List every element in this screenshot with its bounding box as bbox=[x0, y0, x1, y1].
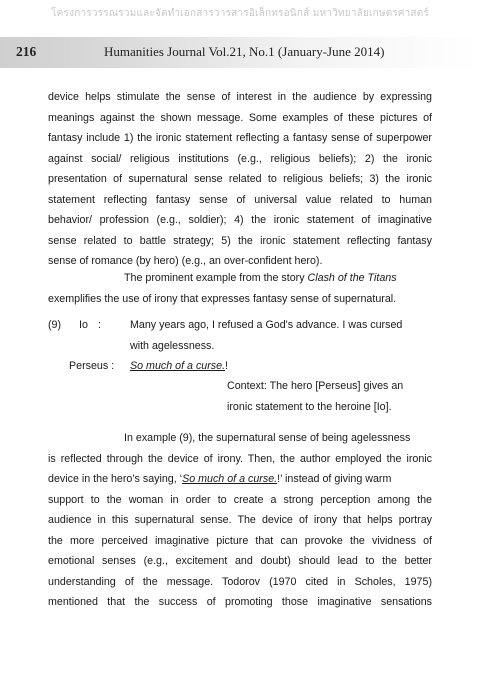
text-line: presentation of supernatural sense related to religious beliefs; 3) the ironic bbox=[48, 173, 432, 185]
text-line: audience in this supernatural sense. The device of irony that helps portray bbox=[48, 514, 432, 526]
text-line: support to the woman in order to create a strong perception among the bbox=[48, 493, 432, 506]
text-line: emotional senses (e.g., excitement and doubt) should lead to the better bbox=[48, 555, 432, 567]
text-line: sense of romance (by hero) (e.g., an over-confident hero). bbox=[48, 255, 323, 267]
dialogue-row bbox=[48, 336, 432, 357]
page-number: 216 bbox=[16, 44, 37, 59]
context-line: ironic statement to the heroine [Io]. bbox=[227, 400, 392, 413]
film-title: Clash of the Titans bbox=[307, 272, 397, 284]
text-line: is reflected through the device of irony. Then, the author employed the ironic bbox=[48, 452, 432, 465]
text-line: fantasy include 1) the ironic statement reflecting a fantasy sense of superpower bbox=[48, 132, 432, 144]
ironic-quote: So much of a curse. bbox=[130, 360, 226, 372]
dialogue-row bbox=[48, 356, 432, 377]
paragraph-2 bbox=[48, 268, 432, 309]
text-line: the more perceived imaginative picture that can provoke the vividness of bbox=[48, 534, 432, 547]
example-context bbox=[227, 376, 403, 417]
example-number: (9) bbox=[48, 319, 62, 331]
text-line: behavior/ profession (e.g., soldier); 4) the ironic statement of imaginative bbox=[48, 214, 432, 226]
text-line bbox=[48, 268, 432, 289]
text-span: device in the hero’s saying, ‘ bbox=[48, 473, 183, 485]
speaker-colon: : bbox=[98, 319, 101, 331]
text-span: !’ instead of giving warm bbox=[277, 473, 392, 485]
text-line: device helps stimulate the sense of interest in the audience by expressing bbox=[48, 91, 432, 103]
ironic-quote: So much of a curse. bbox=[182, 473, 278, 485]
text-line: sense related to battle strategy; 5) the ironic statement reflecting fantasy bbox=[48, 234, 432, 247]
watermark: โครงการวรรณรวมและจัดทำเอกสารวารสารอิเล็กทรอนิกส์ มหาวิทยาลัยเกษตรศาสตร์ bbox=[51, 8, 429, 19]
text-line: meanings against the shown message. Some examples of these pictures of bbox=[48, 111, 432, 124]
example-dialogue bbox=[48, 315, 432, 377]
paragraph-1 bbox=[48, 87, 432, 272]
paragraph-3 bbox=[48, 428, 432, 613]
speaker-name: Perseus : bbox=[69, 360, 115, 372]
text-line: exemplifies the use of irony that expresses fantasy sense of supernatural. bbox=[48, 292, 397, 305]
speech-punct: ! bbox=[225, 360, 229, 372]
text-line: against social/ religious institutions (e.g., religious beliefs); 2) the ironic bbox=[48, 152, 432, 165]
text-line: mentioned that the success of promoting those imaginative sensations bbox=[48, 596, 432, 608]
context-line: Context: The hero [Perseus] gives an bbox=[227, 380, 404, 392]
dialogue-row bbox=[48, 315, 432, 336]
speech-line: Many years ago, I refused a God's advance. I was cursed bbox=[130, 319, 403, 331]
text-line bbox=[48, 469, 432, 490]
text-span: The prominent example from the story bbox=[124, 272, 308, 284]
speech-line: with agelessness. bbox=[130, 339, 215, 352]
text-line: In example (9), the supernatural sense of being agelessness bbox=[124, 432, 411, 444]
running-head: Humanities Journal Vol.21, No.1 (January-June 2014) bbox=[104, 44, 385, 59]
text-line: understanding of the message. Todorov (1970 cited in Scholes, 1975) bbox=[48, 575, 432, 588]
speaker-name: Io bbox=[79, 319, 88, 331]
text-line: statement reflecting fantasy sense of universal value related to human bbox=[48, 193, 432, 206]
